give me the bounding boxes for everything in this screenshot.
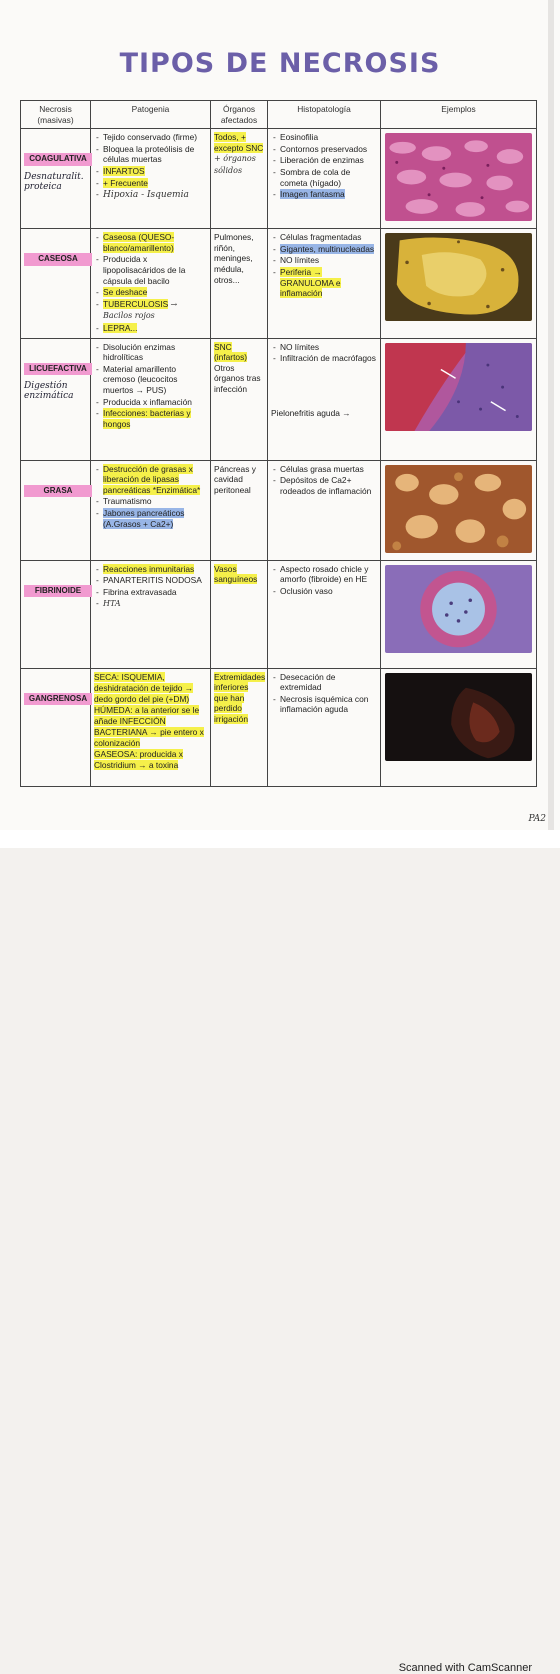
scanner-footer	[0, 830, 560, 1674]
handwritten-note: Digestión enzimática	[24, 381, 74, 402]
list-item: - Bloquea la proteólisis de células muertas	[103, 144, 207, 165]
table-row	[21, 129, 537, 229]
fibrinoid-histology-image	[385, 565, 532, 653]
organ-text: Otros órganos tras infección	[214, 362, 261, 394]
list-item: Imagen fantasma	[280, 189, 345, 200]
list-item: - Producida x lipopolisacáridos de la cápsula del bacilo	[103, 254, 207, 286]
list-item: - Necrosis isquémica con inflamación aguda	[280, 694, 377, 715]
list-item: Reacciones inmunitarias	[103, 563, 195, 574]
header-ejemplos: Ejemplos	[381, 101, 537, 129]
table-row	[21, 668, 537, 786]
page-title: TIPOS DE NECROSIS	[119, 48, 441, 79]
list-item: - Tejido conservado (firme)	[103, 132, 207, 143]
header-organos: Órganos afectados	[211, 101, 268, 129]
page-number: PA2	[528, 814, 546, 824]
list-item: - NO límites	[280, 255, 377, 266]
liquefactive-histology-image	[385, 343, 532, 431]
gangrene-photo-image	[385, 673, 532, 761]
list-item: - Aspecto rosado chicle y amorfo (fibroide) en HE	[280, 564, 377, 585]
list-item: Caseosa (QUESO-blanco/amarillento)	[103, 232, 175, 253]
list-item: - Desecación de extremidad	[280, 672, 377, 693]
header-necrosis: Necrosis (masivas)	[21, 101, 91, 129]
list-item: Destrucción de grasas x liberación de lipasas pancreáticas *Enzimática*	[103, 463, 201, 495]
list-item: - Producida x inflamación	[103, 397, 207, 408]
list-item: Hipoxia - Isquemia	[103, 190, 189, 201]
handwritten-note: Desnaturalit. proteica	[24, 171, 84, 192]
example-caption: Pielonefritis aguda →	[271, 407, 351, 418]
necrosis-table	[20, 100, 537, 787]
list-item: INFARTOS	[103, 165, 145, 176]
gangrene-wet: HÚMEDA: a la anterior se le añade INFECCIÓN BACTERIANA → pie entero x colonización	[94, 704, 204, 748]
list-item: - Material amarillento cremoso (leucocitos muertos → PUS)	[103, 364, 207, 396]
list-item: Gigantes, multinucleadas	[280, 243, 375, 254]
necrosis-name: COAGULATIVA	[24, 153, 92, 166]
list-item: - Contornos preservados	[280, 144, 377, 155]
list-item: - Sombra de cola de cometa (hígado)	[280, 167, 377, 188]
organ-text: SNC (infartos)	[214, 341, 248, 363]
list-item: - Disolución enzimas hidrolíticas	[103, 342, 207, 363]
necrosis-name: GANGRENOSA	[24, 693, 92, 706]
organ-text: Extremidades inferiores que han perdido irrigación	[214, 671, 266, 724]
table-row	[21, 560, 537, 668]
list-item: Jabones pancreáticos (A.Grasos + Ca2+)	[103, 507, 185, 529]
page-edge	[548, 0, 554, 830]
list-item: - Depósitos de Ca2+ rodeados de inflamación	[280, 475, 377, 496]
table-row	[21, 229, 537, 338]
list-item: - PANARTERITIS NODOSA	[103, 575, 207, 586]
necrosis-name: LICUEFACTIVA	[24, 363, 92, 376]
caseous-histology-image	[385, 233, 532, 321]
necrosis-name: CASEOSA	[24, 253, 92, 266]
list-item: Se deshace	[103, 287, 148, 298]
list-item: + Frecuente	[103, 177, 148, 188]
organ-note: + órganos sólidos	[214, 154, 256, 175]
necrosis-name: FIBRINOIDE	[24, 585, 92, 598]
necrosis-name: GRASA	[24, 485, 92, 498]
list-item: Periferia → GRANULOMA e inflamación	[280, 266, 341, 299]
list-item: - Eosinofilia	[280, 132, 377, 143]
handwritten-note: → Bacilos rojos	[103, 299, 178, 321]
fat-necrosis-histology-image	[385, 465, 532, 553]
list-item: - Traumatismo	[103, 496, 207, 507]
list-item: - Células grasa muertas	[280, 464, 377, 475]
list-item: - NO límites	[280, 342, 377, 353]
header-row	[21, 101, 537, 129]
list-item: - Fibrina extravasada	[103, 587, 207, 598]
table-row	[21, 460, 537, 560]
scanner-watermark: Scanned with CamScanner	[398, 1662, 532, 1674]
table-row	[21, 338, 537, 460]
list-item: - Oclusión vaso	[280, 586, 377, 597]
header-histopatologia: Histopatología	[268, 101, 381, 129]
organ-text: Pulmones, riñón, meninges, médula, otros...	[211, 229, 268, 338]
organ-text: Vasos sanguíneos	[214, 563, 258, 585]
list-item: - Liberación de enzimas	[280, 155, 377, 166]
notebook-page	[0, 0, 560, 830]
list-item: - Células fragmentadas	[280, 232, 377, 243]
gangrene-gas: GASEOSA: producida x Clostridium → a toxina	[94, 748, 183, 770]
organ-text: Páncreas y cavidad peritoneal	[211, 460, 268, 560]
list-item: LEPRA...	[103, 322, 138, 333]
list-item: Infecciones: bacterias y hongos	[103, 408, 191, 429]
gangrene-dry: SECA: ISQUEMIA, deshidratación de tejido → dedo gordo del pie (+DM)	[94, 671, 194, 704]
coagulative-histology-image	[385, 133, 532, 221]
list-item: TUBERCULOSIS	[103, 298, 169, 309]
header-patogenia: Patogenia	[91, 101, 211, 129]
list-item: HTA	[103, 599, 121, 609]
list-item: - Infiltración de macrófagos	[280, 353, 377, 364]
organ-text: Todos, + excepto SNC	[214, 132, 264, 153]
